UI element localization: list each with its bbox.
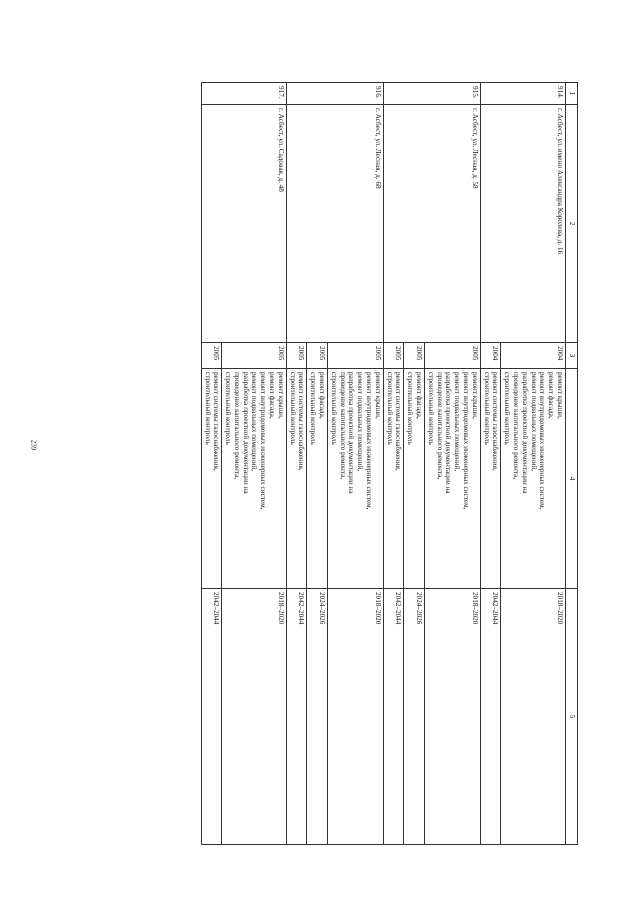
- work-line: строительный контроль: [203, 372, 212, 445]
- work-line: ремонт подвальных помещений,: [356, 372, 365, 472]
- work-line: разработка проектной документации на: [241, 372, 250, 494]
- period-cell: 2018–2020: [425, 589, 481, 845]
- work-line: ремонт подвальных помещений,: [250, 372, 259, 472]
- year-cell: 2005: [383, 343, 404, 369]
- works-cell: [222, 369, 287, 589]
- work-line: строительный контроль: [426, 372, 435, 445]
- repair-schedule-table: [201, 82, 578, 845]
- work-line: проведение капитального ремонта,: [435, 372, 444, 480]
- work-line: ремонт внутридомовых инженерных систем,: [538, 372, 547, 510]
- work-line: ремонт крыши,: [556, 372, 564, 419]
- year-cell: 2004: [501, 343, 566, 369]
- work-line: проведение капитального ремонта,: [512, 372, 521, 480]
- work-line: ремонт системы газоснабжения,: [297, 372, 306, 471]
- year-cell: 2005: [404, 343, 425, 369]
- work-line: строительный контроль: [385, 372, 394, 445]
- work-line: ремонт фасада,: [318, 372, 327, 419]
- work-line: проведение капитального ремонта,: [232, 372, 241, 480]
- building-address: г. Асбест, ул. Садовая, д. 48: [201, 105, 286, 343]
- period-cell: 2018–2020: [222, 589, 287, 845]
- works-cell: [328, 369, 384, 589]
- column-number-row: [566, 83, 578, 845]
- work-line: ремонт крыши,: [373, 372, 382, 419]
- work-line: строительный контроль: [224, 372, 233, 445]
- work-line: ремонт фасада,: [547, 372, 556, 419]
- work-line: ремонт внутридомовых инженерных систем,: [365, 372, 374, 510]
- table-row: [425, 83, 481, 845]
- period-cell: 2042–2044: [201, 589, 222, 845]
- work-line: ремонт системы газоснабжения,: [394, 372, 403, 471]
- work-line: строительный контроль: [329, 372, 338, 445]
- period-cell: 2018–2020: [328, 589, 384, 845]
- work-line: ремонт фасада,: [415, 372, 424, 419]
- work-line: ремонт подвальных помещений,: [529, 372, 538, 472]
- column-number-2: 2: [566, 105, 578, 343]
- work-line: ремонт системы газоснабжения,: [212, 372, 221, 471]
- column-number-3: 3: [566, 343, 578, 369]
- work-line: разработка проектной документации на: [347, 372, 356, 494]
- work-line: разработка проектной документации на: [520, 372, 529, 494]
- column-number-1: 1: [566, 83, 578, 105]
- period-cell: 2024–2026: [404, 589, 425, 845]
- work-line: строительный контроль: [309, 372, 318, 445]
- year-cell: 2005: [201, 343, 222, 369]
- year-cell: 2005: [307, 343, 328, 369]
- period-cell: 2024–2026: [307, 589, 328, 845]
- works-cell: [404, 369, 425, 589]
- work-line: проведение капитального ремонта,: [338, 372, 347, 480]
- year-cell: 2005: [286, 343, 307, 369]
- table-row: [328, 83, 384, 845]
- work-line: строительный контроль: [288, 372, 297, 445]
- work-line: ремонт подвальных помещений,: [453, 372, 462, 472]
- work-line: ремонт внутридомовых инженерных систем,: [462, 372, 471, 510]
- work-line: строительный контроль: [406, 372, 415, 445]
- period-cell: 2042–2044: [286, 589, 307, 845]
- work-line: ремонт крыши,: [470, 372, 479, 419]
- work-line: строительный контроль: [482, 372, 491, 445]
- works-cell: [307, 369, 328, 589]
- entry-number: 915.: [383, 83, 480, 105]
- column-number-4: 4: [566, 369, 578, 589]
- building-address: г. Асбест, ул. Лесная, д. 68: [286, 105, 383, 343]
- works-cell: [383, 369, 404, 589]
- work-line: ремонт крыши,: [276, 372, 285, 419]
- year-cell: 2005: [328, 343, 384, 369]
- building-address: г. Асбест, ул. Лесная, д. 58: [383, 105, 480, 343]
- entry-number: 916.: [286, 83, 383, 105]
- year-cell: 2005: [222, 343, 287, 369]
- year-cell: 2004: [480, 343, 501, 369]
- works-cell: [480, 369, 501, 589]
- repair-schedule-table-wrapper: [80, 82, 578, 844]
- year-cell: 2005: [425, 343, 481, 369]
- table-row: [501, 83, 566, 845]
- works-cell: [201, 369, 222, 589]
- work-line: ремонт системы газоснабжения,: [491, 372, 500, 471]
- work-line: строительный контроль: [503, 372, 512, 445]
- period-cell: 2018–2020: [501, 589, 566, 845]
- page-number: 239: [29, 439, 38, 451]
- entry-number: 917.: [201, 83, 286, 105]
- entry-number: 914.: [480, 83, 565, 105]
- works-cell: [286, 369, 307, 589]
- works-cell: [501, 369, 566, 589]
- table-body: [201, 83, 565, 845]
- work-line: разработка проектной документации на: [444, 372, 453, 494]
- works-cell: [425, 369, 481, 589]
- building-address: г. Асбест, ул. имени Александра Королева, д. 16: [480, 105, 565, 343]
- table-row: [222, 83, 287, 845]
- period-cell: 2042–2044: [383, 589, 404, 845]
- work-line: ремонт фасада,: [268, 372, 277, 419]
- period-cell: 2042–2044: [480, 589, 501, 845]
- column-number-5: 5: [566, 589, 578, 845]
- work-line: ремонт внутридомовых инженерных систем,: [259, 372, 268, 510]
